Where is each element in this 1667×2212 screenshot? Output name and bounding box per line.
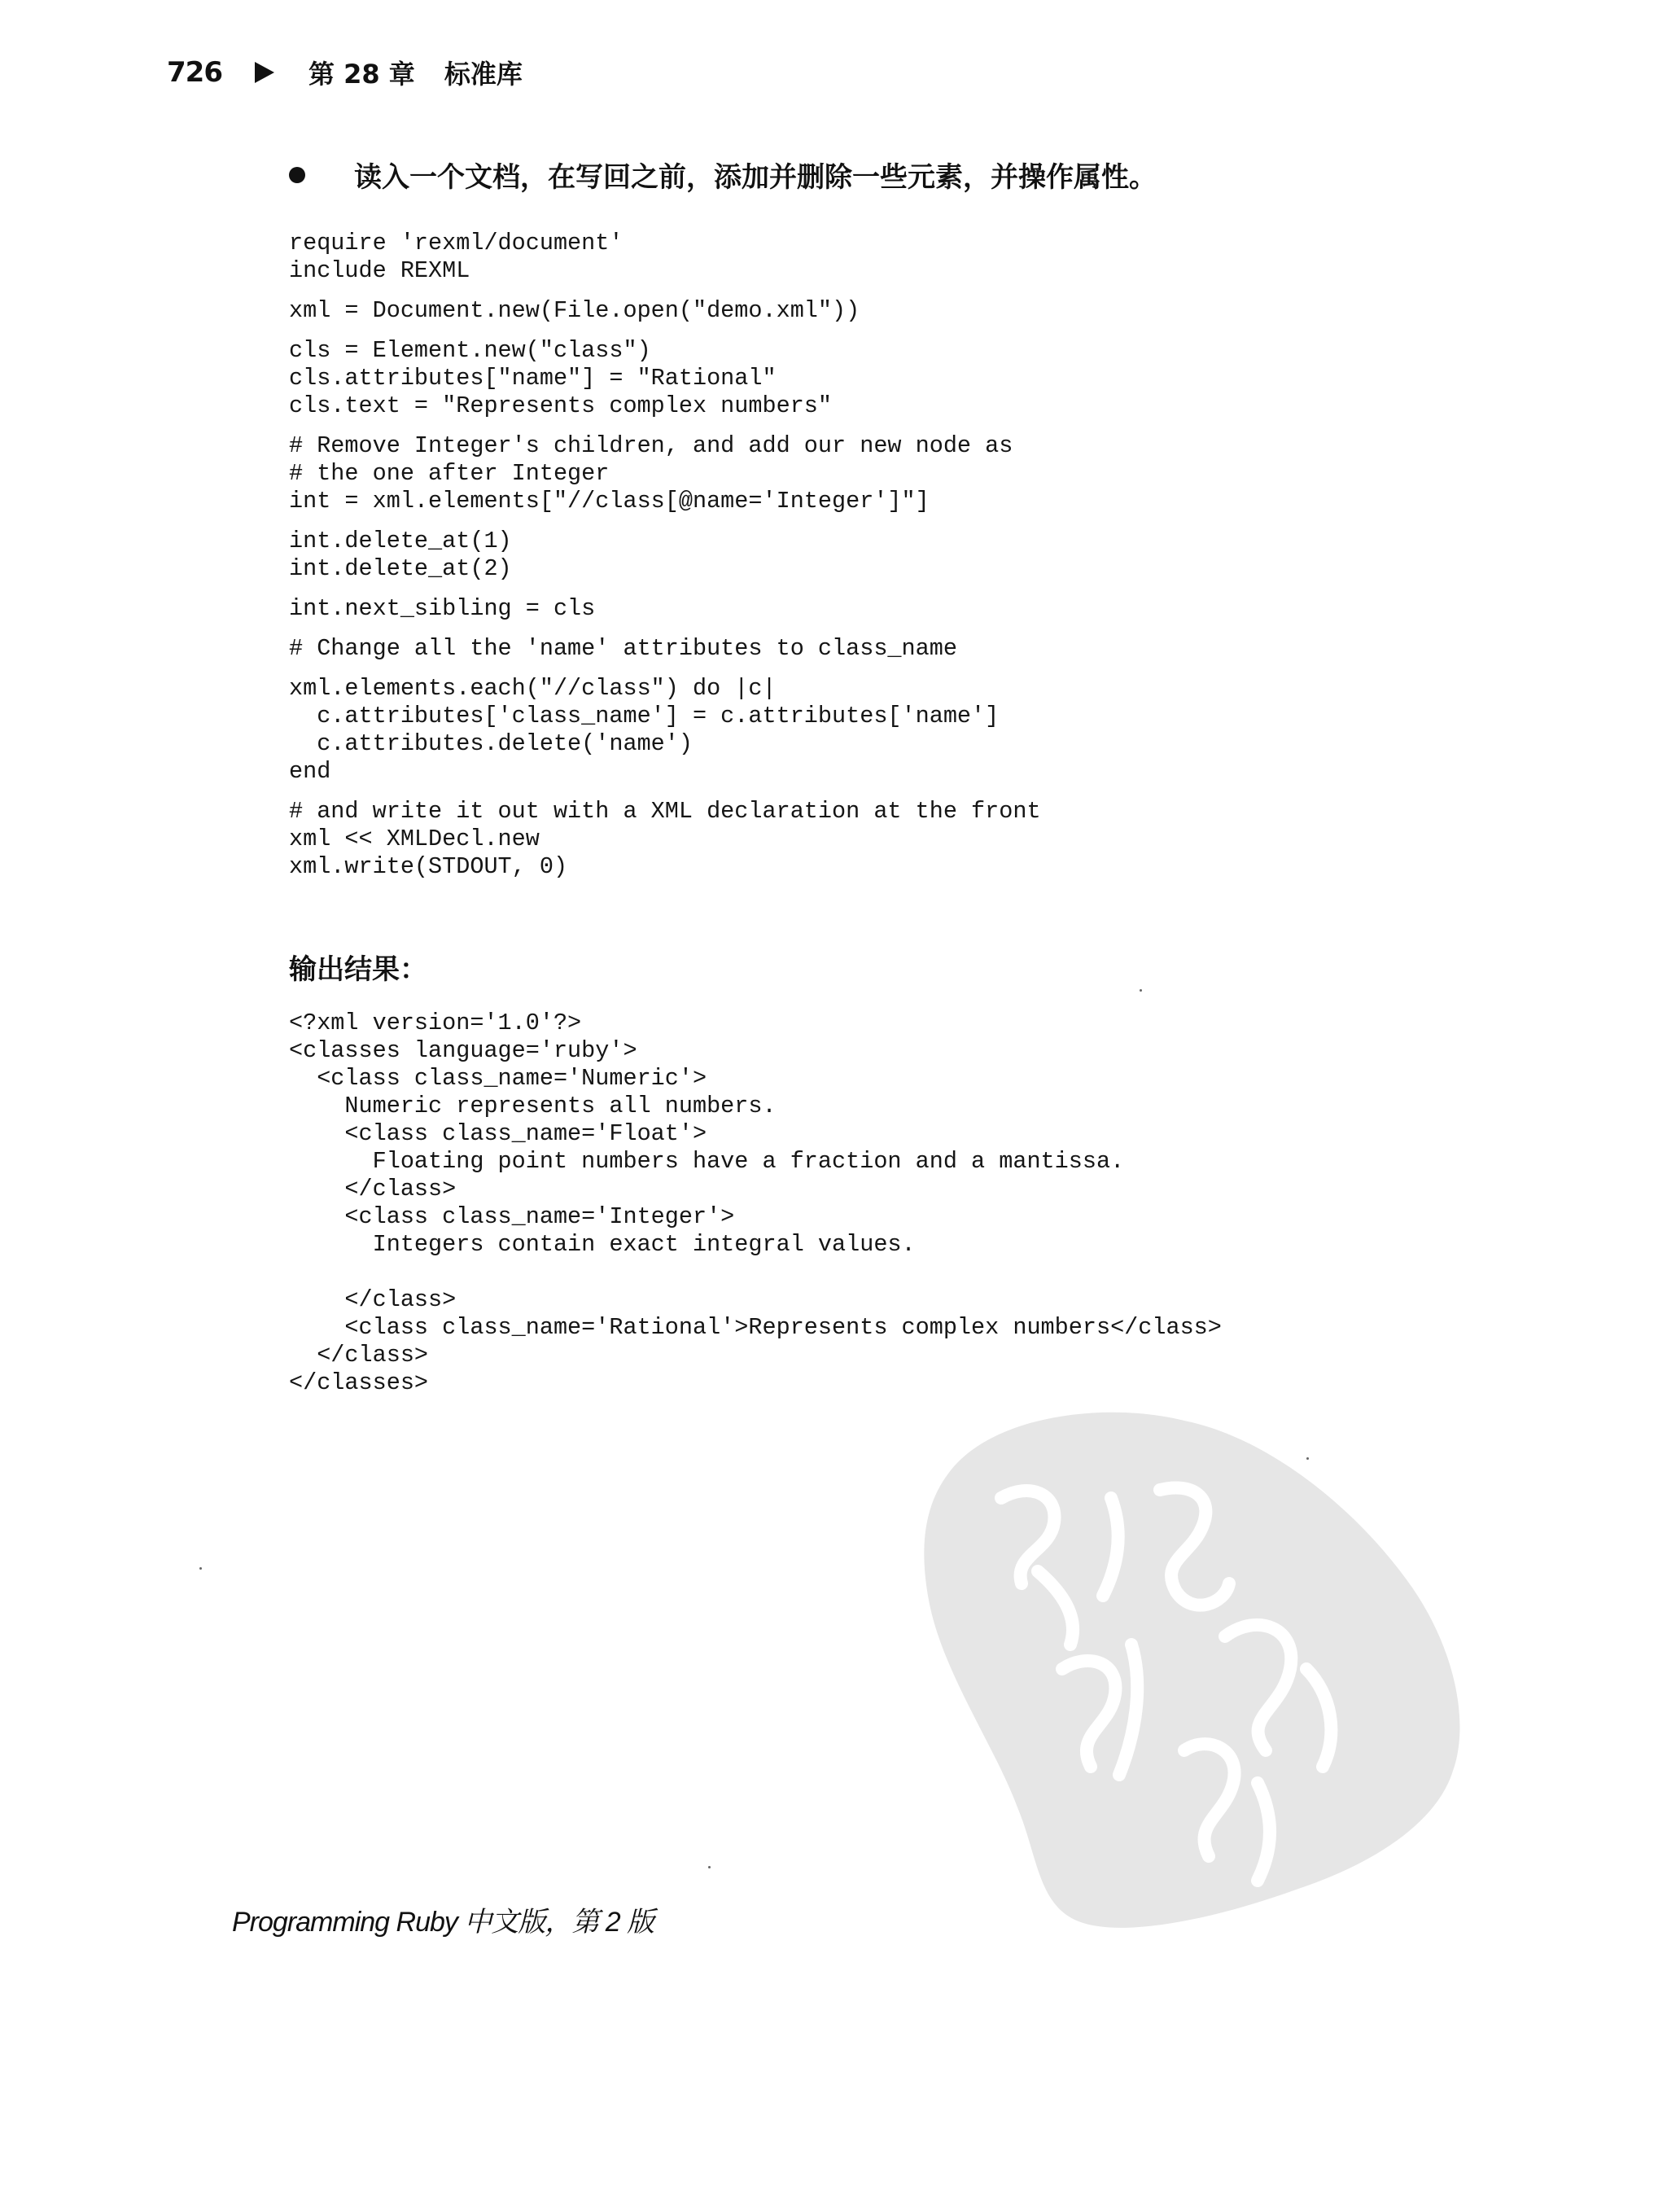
bullet-text: 读入一个文档，在写回之前，添加并删除一些元素，并操作属性。 <box>354 161 1157 194</box>
seal-stamp-icon <box>916 1400 1469 1938</box>
code-line: int.next_sibling = cls <box>289 595 596 622</box>
output-line: Integers contain exact integral values. <box>289 1231 916 1258</box>
code-line: # the one after Integer <box>289 460 610 487</box>
code-line: end <box>289 758 331 785</box>
chapter-number: 第 28 章 <box>308 59 415 90</box>
code-line: # and write it out with a XML declaration at the front <box>289 798 1041 825</box>
code-line: int.delete_at(1) <box>289 528 512 554</box>
code-line: xml.elements.each("//class") do |c| <box>289 675 777 702</box>
code-block-gap <box>289 325 1041 337</box>
output-line: <class class_name='Numeric'> <box>289 1065 707 1092</box>
output-heading: 输出结果： <box>289 953 427 986</box>
code-line: int = xml.elements["//class[@name='Integer']"] <box>289 488 930 515</box>
code-block-gap <box>289 285 1041 297</box>
code-line: require 'rexml/document' <box>289 230 623 256</box>
scan-speck <box>708 1866 711 1868</box>
output-line: </classes> <box>289 1369 429 1396</box>
code-line: # Change all the 'name' attributes to class_name <box>289 635 957 662</box>
output-line: Floating point numbers have a fraction and a mantissa. <box>289 1148 1125 1175</box>
output-listing <box>289 1010 1222 1397</box>
code-line: c.attributes.delete('name') <box>289 730 693 757</box>
output-line: </class> <box>289 1176 457 1202</box>
output-line: </class> <box>289 1286 457 1313</box>
code-line: c.attributes['class_name'] = c.attributes['name'] <box>289 703 1000 729</box>
page-number: 726 <box>167 56 222 89</box>
code-line: cls.attributes["name"] = "Rational" <box>289 365 777 392</box>
code-block-gap <box>289 786 1041 798</box>
code-line: xml << XMLDecl.new <box>289 826 540 852</box>
code-line: cls = Element.new("class") <box>289 337 651 364</box>
code-block-gap <box>289 623 1041 635</box>
output-line: Numeric represents all numbers. <box>289 1093 777 1119</box>
output-line <box>289 1259 1222 1286</box>
output-line: <classes language='ruby'> <box>289 1037 637 1064</box>
code-block-gap <box>289 420 1041 432</box>
scan-speck <box>1306 1457 1309 1460</box>
bullet-item <box>289 155 1157 195</box>
output-line: <?xml version='1.0'?> <box>289 1010 582 1036</box>
bullet-icon <box>289 167 305 183</box>
code-line: cls.text = "Represents complex numbers" <box>289 392 833 419</box>
code-listing <box>289 230 1041 881</box>
scan-speck <box>199 1567 202 1570</box>
output-line: <class class_name='Rational'>Represents complex numbers</class> <box>289 1314 1222 1341</box>
output-line: <class class_name='Integer'> <box>289 1203 735 1230</box>
scan-speck <box>1140 989 1142 992</box>
code-line: include REXML <box>289 257 470 284</box>
triangle-right-icon <box>255 62 274 83</box>
book-footer: Programming Ruby 中文版，第 2 版 <box>232 1907 654 1938</box>
output-line: <class class_name='Float'> <box>289 1120 707 1147</box>
code-line: xml = Document.new(File.open("demo.xml")) <box>289 297 860 324</box>
code-block-gap <box>289 515 1041 528</box>
output-line: </class> <box>289 1342 429 1369</box>
chapter-title: 标准库 <box>444 59 523 90</box>
code-line: xml.write(STDOUT, 0) <box>289 853 568 880</box>
code-block-gap <box>289 663 1041 675</box>
page-header <box>167 52 523 93</box>
code-line: int.delete_at(2) <box>289 555 512 582</box>
code-line: # Remove Integer's children, and add our new node as <box>289 432 1013 459</box>
code-block-gap <box>289 583 1041 595</box>
